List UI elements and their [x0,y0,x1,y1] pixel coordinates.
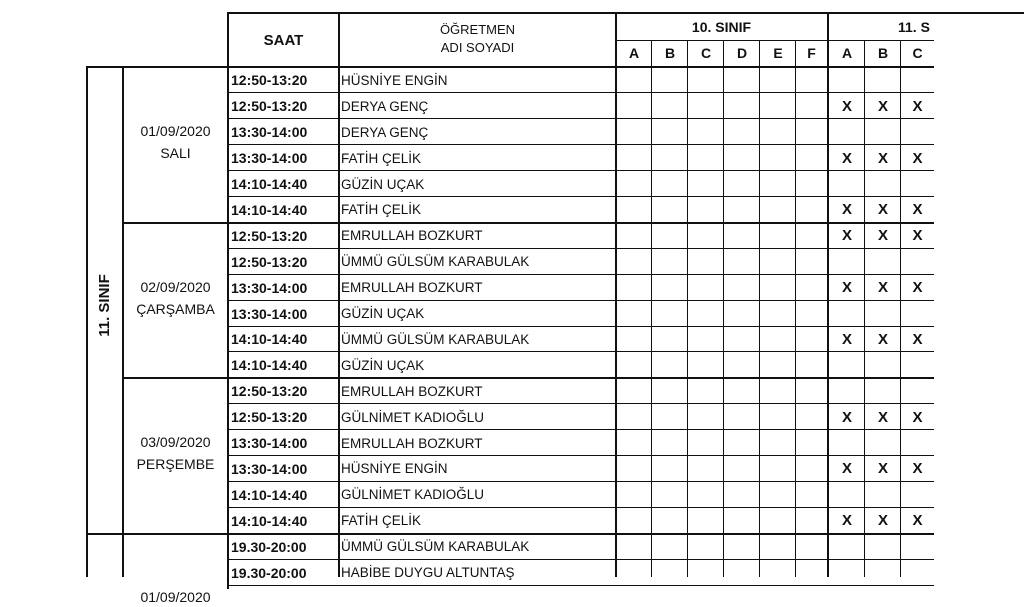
row-mark: X [841,279,852,297]
row-time: 14:10-14:40 [231,512,308,529]
grid-line [723,40,724,577]
row-mark: X [841,201,852,219]
day-date: 03/09/2020 [140,434,211,450]
grid-line [86,66,229,68]
day-weekday: PERŞEMBE [136,456,215,472]
row-teacher: EMRULLAH BOZKURT [341,280,483,296]
col-letter-10-C: C [700,45,712,61]
row-mark: X [912,149,923,167]
row-mark: X [912,408,923,426]
row-teacher: GÜZİN UÇAK [341,176,425,192]
grid-line [86,533,229,535]
grid-line [687,40,688,577]
row-mark: X [877,149,888,167]
row-time: 12:50-13:20 [231,409,308,426]
row-teacher: ÜMMÜ GÜLSÜM KARABULAK [341,254,530,270]
day-weekday: ÇARŞAMBA [136,300,215,317]
row-teacher: EMRULLAH BOZKURT [341,228,483,244]
grid-line [615,12,617,577]
row-time: 12:50-13:20 [231,253,308,270]
row-mark: X [841,97,852,115]
day-date: 01/09/2020 [140,123,211,140]
row-teacher: GÜZİN UÇAK [341,357,425,373]
row-teacher: HÜSNİYE ENGİN [341,461,448,477]
row-teacher: FATİH ÇELİK [341,202,422,218]
grid-line [227,585,934,586]
row-time: 14:10-14:40 [231,176,308,193]
grid-line [651,40,652,577]
grid-line [759,40,760,577]
col-letter-10-A: A [628,45,640,61]
row-teacher: DERYA GENÇ [341,124,429,140]
col-letter-10-E: E [773,45,783,61]
col-letter-10-B: B [664,45,676,61]
section-label: 11. SINIF [95,273,113,337]
row-time: 19.30-20:00 [231,564,307,581]
row-time: 13:30-14:00 [231,460,308,477]
row-mark: X [877,330,888,348]
row-mark: X [912,512,923,530]
row-time: 13:30-14:00 [231,150,308,167]
header-ogretmen: ÖĞRETMEN [439,21,516,37]
row-mark: X [877,227,888,245]
row-teacher: HÜSNİYE ENGİN [341,72,448,88]
row-time: 13:30-14:00 [231,279,308,296]
row-mark: X [912,330,923,348]
row-mark: X [877,97,888,115]
row-time: 12:50-13:20 [231,227,308,244]
header-group-11: 11. S [898,18,930,35]
day-weekday: SALI [160,145,191,162]
header-adi-soyadi: ADI SOYADI [440,39,515,55]
row-teacher: HABİBE DUYGU ALTUNTAŞ [341,565,515,581]
grid-line [795,40,796,577]
grid-line [86,66,88,577]
row-mark: X [841,460,852,478]
row-mark: X [912,201,923,219]
row-time: 14:10-14:40 [231,486,308,503]
header-group-10: 10. SINIF [691,18,752,35]
row-teacher: DERYA GENÇ [341,98,429,114]
row-mark: X [877,201,888,219]
row-time: 14:10-14:40 [231,357,308,374]
row-mark: X [877,512,888,530]
row-teacher: GÜLNİMET KADIOĞLU [341,487,485,503]
header-saat: SAAT [263,32,304,49]
row-teacher: EMRULLAH BOZKURT [341,383,483,399]
row-mark: X [912,97,923,115]
row-teacher: EMRULLAH BOZKURT [341,435,483,451]
row-teacher: GÜZİN UÇAK [341,306,425,322]
row-mark: X [877,460,888,478]
section-label-wrap [86,70,122,540]
day-date: 02/09/2020 [140,278,211,295]
row-mark: X [841,227,852,245]
row-time: 12:50-13:20 [231,72,308,89]
col-letter-10-D: D [736,45,748,61]
row-mark: X [841,149,852,167]
row-mark: X [877,408,888,426]
col-letter-10-F: F [807,45,816,61]
row-mark: X [912,460,923,478]
row-teacher: FATİH ÇELİK [341,513,422,529]
row-mark: X [912,279,923,297]
row-teacher: FATİH ÇELİK [341,150,422,166]
row-time: 14:10-14:40 [231,201,308,218]
row-teacher: ÜMMÜ GÜLSÜM KARABULAK [341,539,530,555]
col-letter-11-A: A [841,45,853,61]
row-mark: X [841,408,852,426]
row-time: 13:30-14:00 [231,435,308,452]
row-mark: X [912,227,923,245]
grid-line [900,40,901,577]
grid-line [864,40,865,577]
row-time: 13:30-14:00 [231,124,308,141]
row-time: 12:50-13:20 [231,98,308,115]
row-mark: X [877,279,888,297]
row-time: 19.30-20:00 [231,538,307,555]
grid-line [227,12,1024,14]
grid-line [338,12,340,577]
row-time: 14:10-14:40 [231,331,308,348]
row-time: 12:50-13:20 [231,383,308,400]
row-time: 13:30-14:00 [231,305,308,322]
row-mark: X [841,330,852,348]
col-letter-11-C: C [912,45,923,61]
row-teacher: ÜMMÜ GÜLSÜM KARABULAK [341,331,530,347]
row-teacher: GÜLNİMET KADIOĞLU [341,409,485,425]
col-letter-11-B: B [877,45,889,61]
row-mark: X [841,512,852,530]
day-date: 01/09/2020 [140,589,211,606]
